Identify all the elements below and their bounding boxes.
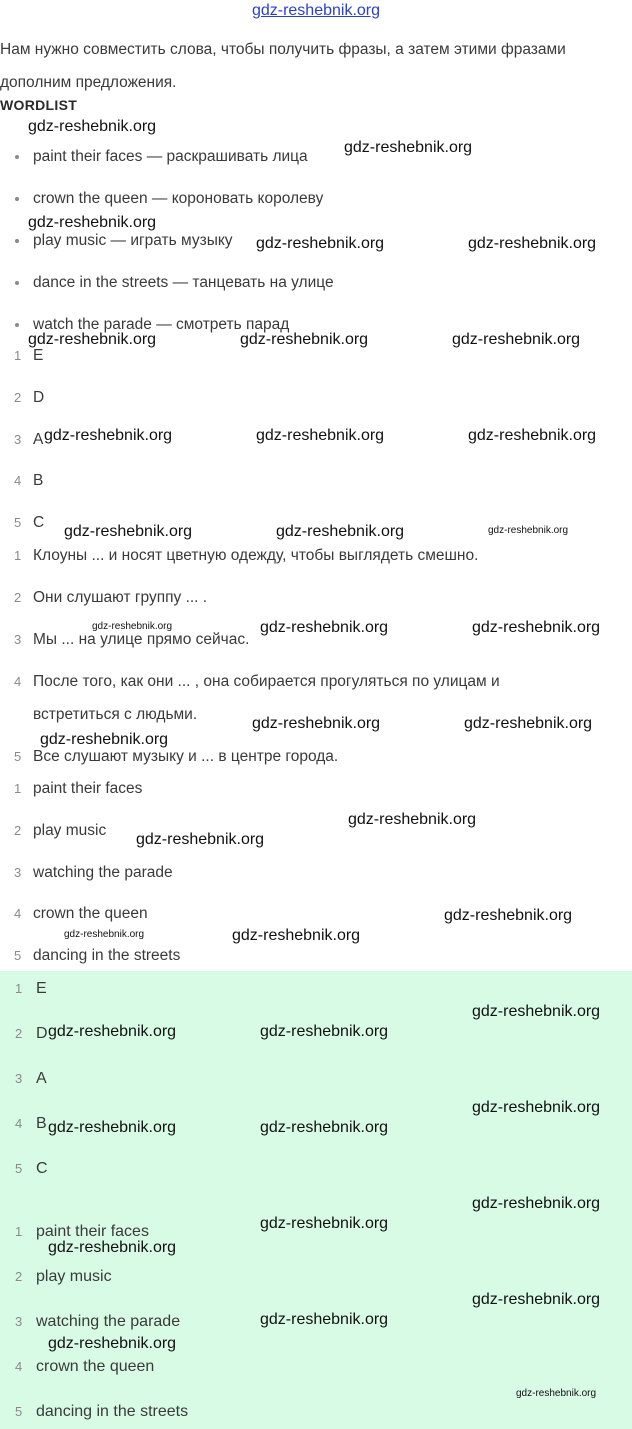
watermark: gdz-reshebnik.org xyxy=(472,1291,601,1308)
row-text: C xyxy=(33,514,45,531)
watermark: gdz-reshebnik.org xyxy=(468,427,597,444)
row-text: play music xyxy=(33,822,107,839)
row-text: dancing in the streets xyxy=(33,947,181,964)
watermark: gdz-reshebnik.org xyxy=(92,621,173,632)
watermark: gdz-reshebnik.org xyxy=(260,1311,389,1328)
watermark: gdz-reshebnik.org xyxy=(48,1119,177,1136)
row-number: 5 xyxy=(14,948,22,963)
row-text: crown the queen xyxy=(36,1358,155,1375)
row-text: встретиться с людьми. xyxy=(33,706,198,723)
wordlist-item-text: crown the queen — короновать королеву xyxy=(33,190,324,207)
row-number: 2 xyxy=(15,1269,23,1284)
watermark: gdz-reshebnik.org xyxy=(452,331,581,348)
row-number: 4 xyxy=(14,674,22,689)
watermark: gdz-reshebnik.org xyxy=(472,1195,601,1212)
watermark: gdz-reshebnik.org xyxy=(64,929,145,940)
wordlist-title: WORDLIST xyxy=(0,97,78,113)
watermark: gdz-reshebnik.org xyxy=(44,427,173,444)
watermark: gdz-reshebnik.org xyxy=(48,1335,177,1352)
row-text: Клоуны ... и носят цветную одежду, чтобы выглядеть смешно. xyxy=(33,547,479,564)
watermark: gdz-reshebnik.org xyxy=(28,118,157,135)
row-text: B xyxy=(33,472,44,489)
row-number: 1 xyxy=(14,781,22,796)
row-text: Все слушают музыку и ... в центре города. xyxy=(33,748,339,765)
row-number: 1 xyxy=(14,548,22,563)
row-number: 3 xyxy=(15,1314,23,1329)
watermark: gdz-reshebnik.org xyxy=(256,235,385,252)
bullet-icon xyxy=(15,323,19,327)
watermark: gdz-reshebnik.org xyxy=(472,1099,601,1116)
watermark: gdz-reshebnik.org xyxy=(468,235,597,252)
wordlist-item-text: watch the parade — смотреть парад xyxy=(33,316,290,333)
bullet-icon xyxy=(15,197,19,201)
row-text: A xyxy=(33,431,44,448)
row-number: 2 xyxy=(14,823,22,838)
watermark: gdz-reshebnik.org xyxy=(260,619,389,636)
row-number: 5 xyxy=(14,515,22,530)
row-number: 2 xyxy=(15,1026,23,1041)
watermark: gdz-reshebnik.org xyxy=(40,731,169,748)
row-text: Они слушают группу ... . xyxy=(33,589,208,606)
watermark: gdz-reshebnik.org xyxy=(276,523,405,540)
row-text: play music xyxy=(36,1268,112,1285)
watermark: gdz-reshebnik.org xyxy=(48,1239,177,1256)
watermark: gdz-reshebnik.org xyxy=(260,1215,389,1232)
row-text: paint their faces xyxy=(33,780,143,797)
row-number: 4 xyxy=(15,1116,23,1131)
watermark: gdz-reshebnik.org xyxy=(464,715,593,732)
watermark: gdz-reshebnik.org xyxy=(28,331,157,348)
wordlist-item xyxy=(0,148,632,168)
row-text: D xyxy=(33,389,45,406)
watermark: gdz-reshebnik.org xyxy=(516,1388,597,1399)
row-text: E xyxy=(33,347,44,364)
watermark: gdz-reshebnik.org xyxy=(472,619,601,636)
wordlist-item-text: dance in the streets — танцевать на улице xyxy=(33,274,334,291)
row-number: 3 xyxy=(14,432,22,447)
watermark: gdz-reshebnik.org xyxy=(28,214,157,231)
row-text: E xyxy=(36,980,47,997)
bullet-icon xyxy=(15,239,19,243)
row-text: A xyxy=(36,1070,47,1087)
watermark: gdz-reshebnik.org xyxy=(444,907,573,924)
watermark: gdz-reshebnik.org xyxy=(256,427,385,444)
row-number: 1 xyxy=(15,1224,23,1239)
watermark: gdz-reshebnik.org xyxy=(232,927,361,944)
row-text: Мы ... на улице прямо сейчас. xyxy=(33,631,250,648)
row-number: 3 xyxy=(14,865,22,880)
row-text: D xyxy=(36,1025,48,1042)
row-number: 2 xyxy=(14,590,22,605)
row-text: После того, как они ... , она собирается прогуляться по улицам и xyxy=(33,673,500,690)
row-text: paint their faces xyxy=(36,1223,149,1240)
watermark: gdz-reshebnik.org xyxy=(344,139,473,156)
watermark: gdz-reshebnik.org xyxy=(348,811,477,828)
watermark: gdz-reshebnik.org xyxy=(136,831,265,848)
row-number: 2 xyxy=(14,390,22,405)
watermark: gdz-reshebnik.org xyxy=(252,715,381,732)
row-text: B xyxy=(36,1115,47,1132)
row-text: C xyxy=(36,1160,48,1177)
row-text: dancing in the streets xyxy=(36,1403,189,1420)
watermark: gdz-reshebnik.org xyxy=(240,331,369,348)
watermark: gdz-reshebnik.org xyxy=(48,1023,177,1040)
intro-text: Нам нужно совместить слова, чтобы получить фразы, а затем этими фразами дополним предложения. xyxy=(0,41,566,91)
watermark: gdz-reshebnik.org xyxy=(488,525,569,536)
row-number: 3 xyxy=(14,632,22,647)
row-number: 3 xyxy=(15,1071,23,1086)
row-text: watching the parade xyxy=(33,864,173,881)
row-number: 5 xyxy=(15,1404,23,1419)
wordlist-item-text: play music — играть музыку xyxy=(33,232,233,249)
wordlist-item xyxy=(0,274,632,294)
row-number: 1 xyxy=(14,348,22,363)
site-watermark-link[interactable]: gdz-reshebnik.org xyxy=(251,2,381,19)
watermark: gdz-reshebnik.org xyxy=(64,523,193,540)
bullet-icon xyxy=(15,281,19,285)
row-number: 5 xyxy=(15,1161,23,1176)
row-number: 4 xyxy=(14,473,22,488)
wordlist-item xyxy=(0,190,632,210)
wordlist-item-text: paint their faces — раскрашивать лица xyxy=(33,148,308,165)
row-text: crown the queen xyxy=(33,905,148,922)
row-number: 1 xyxy=(15,981,23,996)
row-text: watching the parade xyxy=(36,1313,181,1330)
watermark: gdz-reshebnik.org xyxy=(260,1119,389,1136)
row-number: 4 xyxy=(15,1359,23,1374)
row-number: 4 xyxy=(14,906,22,921)
row-number: 5 xyxy=(14,749,22,764)
watermark: gdz-reshebnik.org xyxy=(472,1003,601,1020)
watermark: gdz-reshebnik.org xyxy=(260,1023,389,1040)
bullet-icon xyxy=(15,155,19,159)
